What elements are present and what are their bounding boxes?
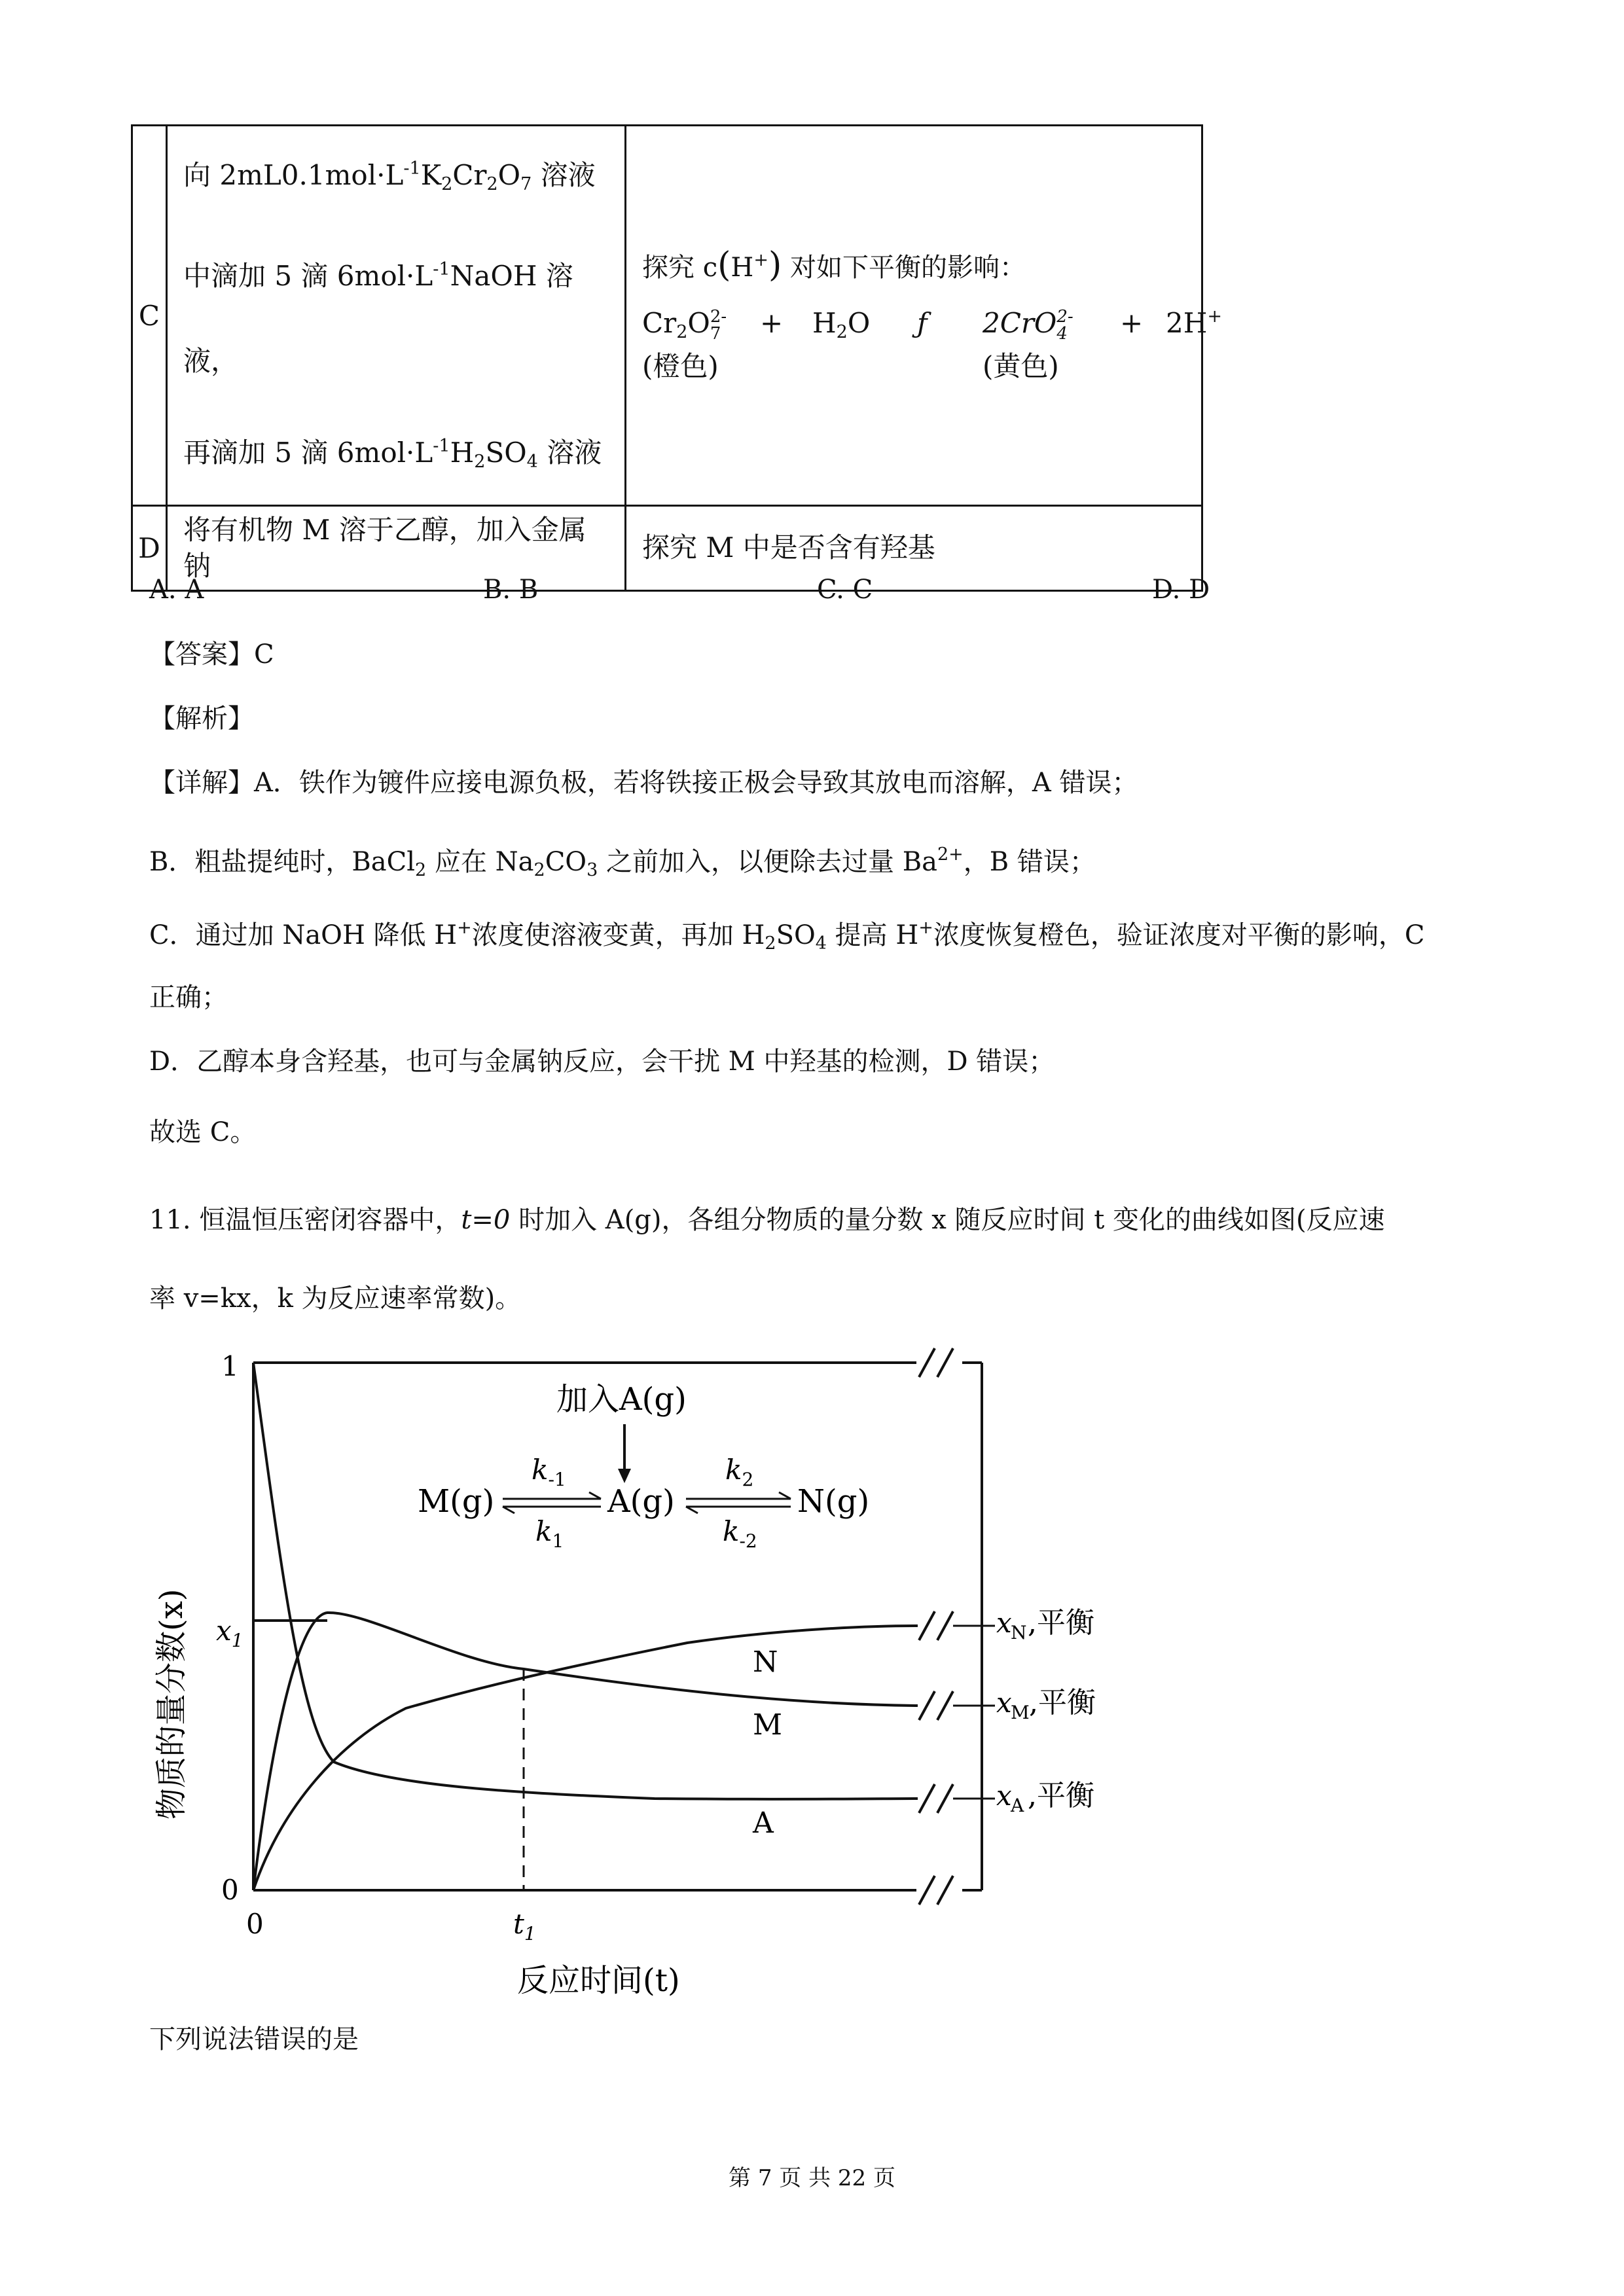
option-d: D. D xyxy=(1152,575,1210,605)
scheme-m: M(g) xyxy=(418,1483,495,1520)
svg-text:x: x xyxy=(996,1687,1012,1719)
eq-plus-2: + xyxy=(1120,307,1144,340)
question-11-line2: 率 v=kx，k 为反应速率常数)。 xyxy=(149,1283,522,1314)
curve-m xyxy=(253,1613,918,1890)
detail-c: C．通过加 NaOH 降低 H+浓度使溶液变黄，再加 $H_2SO_4$ 提高 H+浓度恢复橙色，验证浓度对平衡的影响，C xyxy=(149,918,1425,954)
ylabel: 物质的量分数(x) xyxy=(153,1588,190,1820)
row-c-op-line1: 向 $2mL0.1mol\cdot L^{-1}K_2Cr_2O_7$ 溶液 xyxy=(183,158,596,194)
k-2: $k_2$ xyxy=(725,1454,754,1490)
row-letter-d: D xyxy=(132,506,167,591)
row-c-purpose-line: 探究 c(H+) 对如下平衡的影响： xyxy=(642,245,1026,285)
annotation-add-a: 加入A(g) xyxy=(556,1381,687,1418)
scheme-n: N(g) xyxy=(797,1483,870,1520)
detail-c-line2: 正确； xyxy=(149,982,228,1013)
xtick-t1: $t_1$ xyxy=(513,1908,536,1945)
ytick-zero: 0 xyxy=(221,1874,239,1906)
option-c: C. C xyxy=(817,575,873,605)
equilibrium-label-m xyxy=(996,1686,1096,1723)
question-prompt: 下列说法错误的是 xyxy=(149,2024,359,2054)
curve-label-m: M xyxy=(753,1708,783,1742)
ytick-one: 1 xyxy=(221,1350,239,1382)
svg-text:x: x xyxy=(996,1780,1012,1812)
eq-plus-1: + xyxy=(760,307,784,340)
row-c-op-line3: 再滴加 5 滴 $6mol\cdot L^{-1}H_2SO_4$ 溶液 xyxy=(183,436,602,472)
answer-line: 【答案】C xyxy=(149,639,274,670)
svg-text:,平衡: ,平衡 xyxy=(1029,1686,1096,1719)
xlabel: 反应时间(t) xyxy=(517,1962,680,1999)
eq-equilibrium-arrow: ƒ xyxy=(917,307,928,340)
k-minus-1: $k_{-1}$ xyxy=(532,1454,566,1490)
svg-text:,平衡: ,平衡 xyxy=(1028,1606,1094,1640)
curve-n xyxy=(253,1626,918,1890)
row-d-purpose: 探究 M 中是否含有羟基 xyxy=(626,506,1202,591)
eq-color-yellow: (黄色) xyxy=(983,350,1059,383)
svg-text:x: x xyxy=(996,1607,1012,1639)
detail-d: D．乙醇本身含羟基，也可与金属钠反应，会干扰 M 中羟基的检测，D 错误； xyxy=(149,1047,1055,1077)
eq-product-proton: 2H+ xyxy=(1166,306,1222,340)
curve-label-a: A xyxy=(753,1806,774,1840)
equilibrium-label-n xyxy=(996,1606,1094,1643)
k-1: $k_1$ xyxy=(535,1515,564,1552)
row-letter-c: C xyxy=(132,126,167,506)
eq-water: $H_2O$ xyxy=(812,307,871,343)
eq-product-chromate: 2CrO 2- 4 xyxy=(983,307,1074,344)
curve-a xyxy=(253,1363,918,1799)
k-minus-2: $k_{-2}$ xyxy=(723,1515,757,1552)
eq-reactant-dichromate: $Cr_2O$ 2- 7 xyxy=(642,307,727,344)
option-b: B. B xyxy=(483,575,539,605)
row-c-op-line2: 中滴加 5 滴 $6mol\cdot L^{-1}NaOH$ 溶液， xyxy=(183,259,573,377)
add-arrow-head xyxy=(618,1469,631,1483)
analysis-title: 【解析】 xyxy=(149,704,254,734)
eq-color-orange: (橙色) xyxy=(642,350,719,383)
page-footer: 第 7 页 共 22 页 xyxy=(729,2165,895,2191)
detail-a: 【详解】A．铁作为镀件应接电源负极，若将铁接正极会导致其放电而溶解，A 错误； xyxy=(149,768,1138,798)
svg-text:N: N xyxy=(1011,1622,1027,1643)
scheme-left-arrows xyxy=(503,1492,601,1513)
row-d-operation: 将有机物 M 溶于乙醇，加入金属钠 xyxy=(167,506,626,591)
question-11-line1: 11. 恒温恒压密闭容器中，t=0 时加入 A(g)，各组分物质的量分数 x 随反应时间 t 变化的曲线如图(反应速 xyxy=(149,1205,1385,1235)
curve-label-n: N xyxy=(753,1645,778,1679)
scheme-right-arrows xyxy=(686,1492,791,1513)
svg-text:,平衡: ,平衡 xyxy=(1028,1779,1094,1812)
ytick-x1: $x_1$ xyxy=(216,1615,244,1651)
xtick-zero: 0 xyxy=(246,1908,264,1940)
scheme-a: A(g) xyxy=(607,1483,675,1520)
equilibrium-label-a xyxy=(996,1779,1094,1816)
option-a: A. A xyxy=(149,575,204,605)
svg-text:M: M xyxy=(1011,1702,1030,1723)
svg-text:A: A xyxy=(1011,1795,1024,1816)
detail-b: B．粗盐提纯时，BaCl$_2$ 应在 $Na_2CO_3$ 之前加入，以便除去过量 $Ba^{2+}$，B 错误； xyxy=(149,844,1096,880)
detail-conclusion: 故选 C。 xyxy=(149,1117,257,1147)
